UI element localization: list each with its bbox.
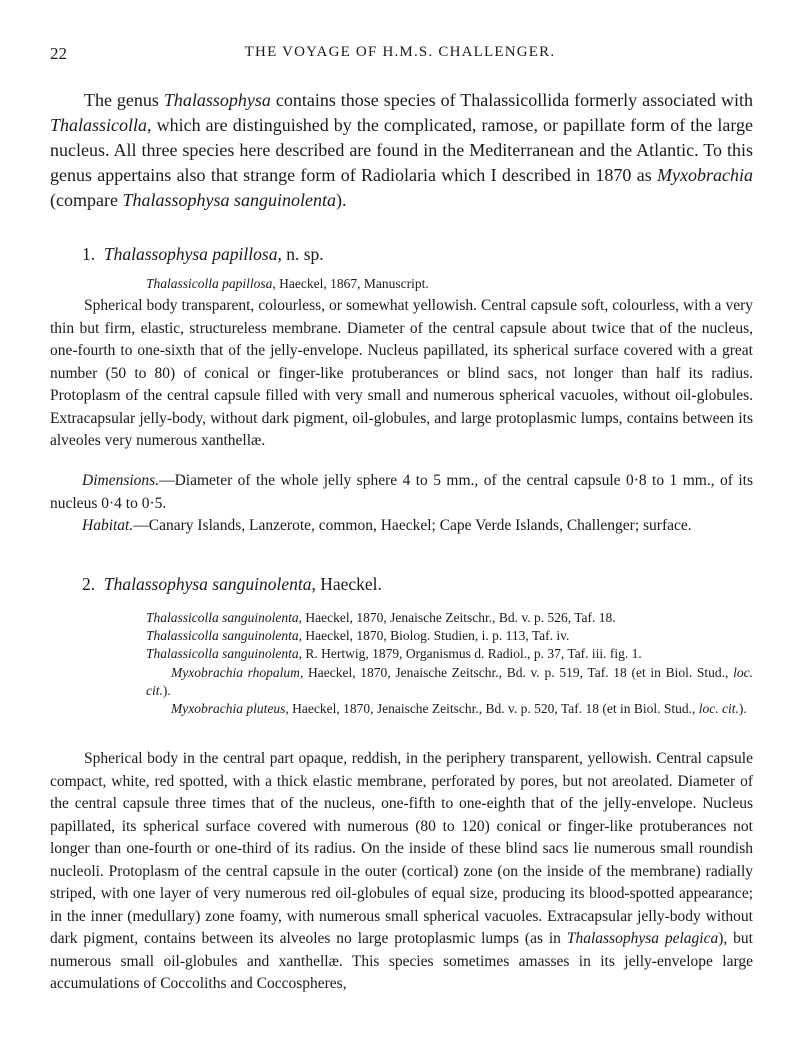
species-1-name: Thalassophysa papillosa	[103, 244, 278, 264]
synonym-line: Thalassicolla sanguinolenta, Haeckel, 1870, Jenaische Zeitschr., Bd. v. p. 526, Taf. 18.	[146, 610, 616, 625]
synonym-line: Myxobrachia rhopalum, Haeckel, 1870, Jenaische Zeitschr., Bd. v. p. 519, Taf. 18 (et in Biol. Stud., loc. cit.).	[146, 664, 753, 698]
synonym-line: Thalassicolla sanguinolenta, R. Hertwig, 1879, Organismus d. Radiol., p. 37, Taf. iii. fig. 1.	[146, 646, 642, 662]
species-2-name: Thalassophysa sanguinolenta	[103, 574, 312, 594]
species-1-dimensions: Dimensions.—Diameter of the whole jelly sphere 4 to 5 mm., of the central capsule 0·8 to 1 mm., of its nucleus 0·4 to 0·5.	[50, 472, 753, 512]
running-title: THE VOYAGE OF H.M.S. CHALLENGER.	[244, 44, 556, 60]
species-1-heading: 1. Thalassophysa papillosa, n. sp.	[82, 244, 324, 264]
species-2-heading: 2. Thalassophysa sanguinolenta, Haeckel.	[82, 574, 382, 594]
intro-paragraph: The genus Thalassophysa contains those species of Thalassicollida formerly associated with Thalassicolla, which are distinguished by the complicated, ramose, or papillate form of the large nucleus. All three species here described are found in the Mediterranean and the Atlantic. To this genus appertains also that strange form of Radiolaria which I described in 1870 as Myxobrachia (compare Thalassophysa sanguinolenta).	[50, 90, 753, 210]
page-header	[50, 44, 750, 66]
synonym-line: Thalassicolla sanguinolenta, Haeckel, 1870, Biolog. Studien, i. p. 113, Taf. iv.	[146, 628, 570, 644]
species-1-habitat: Habitat.—Canary Islands, Lanzerote, common, Haeckel; Cape Verde Islands, Challenger; surface.	[82, 517, 692, 534]
synonym-line: Myxobrachia pluteus, Haeckel, 1870, Jenaische Zeitschr., Bd. v. p. 520, Taf. 18 (et in Biol. Stud., loc. cit.).	[171, 701, 747, 717]
species-1-synonym: Thalassicolla papillosa, Haeckel, 1867, Manuscript.	[146, 276, 429, 291]
species-2-description: Spherical body in the central part opaque, reddish, in the periphery transparent, yellowish. Central capsule compact, white, red spotted, with a thick elastic membrane, perforated by pores, but not areolated. Diameter of the central capsule three times that of the nucleus, one-fifth to one-eighth that of the jelly-envelope. Nucleus papillated, its spherical surface covered with numerous (80 to 120) conical or finger-like protuberances not longer than one-fourth or one-third of its radius. On the inside of these blind sacs lie numerous small roundish nucleoli. Protoplasm of the central capsule in the outer (cortical) zone (on the inside of the membrane) radially striped, with one layer of very numerous red oil-globules of equal size, producing its blood-spotted appearance; in the inner (medullary) zone foamy, with numerous small spherical vacuoles. Extracapsular jelly-body without dark pigment, contains between its alveoles no large protoplasmic lumps (as in Thalassophysa pelagica), but numerous small oil-globules and xanthellæ. This species sometimes amasses in its jelly-envelope large accumulations of Coccoliths and Coccospheres,	[50, 750, 753, 992]
species-1-description: Spherical body transparent, colourless, or somewhat yellowish. Central capsule soft, colourless, with a very thin but firm, elastic, structureless membrane. Diameter of the central capsule about twice that of the nucleus, one-fourth to one-sixth that of the jelly-envelope. Nucleus papillated, its spherical surface covered with a great number (50 to 80) of conical or finger-like protuberances or blind sacs, not longer than half its radius. Protoplasm of the central capsule filled with very small and numerous spherical vacuoles, without oil-globules. Extracapsular jelly-body, without dark pigment, oil-globules, and large protoplasmic lumps, contains between its alveoles very numerous xanthellæ.	[50, 297, 753, 449]
page-number: 22	[50, 44, 67, 63]
species-2-synonyms	[146, 609, 753, 718]
